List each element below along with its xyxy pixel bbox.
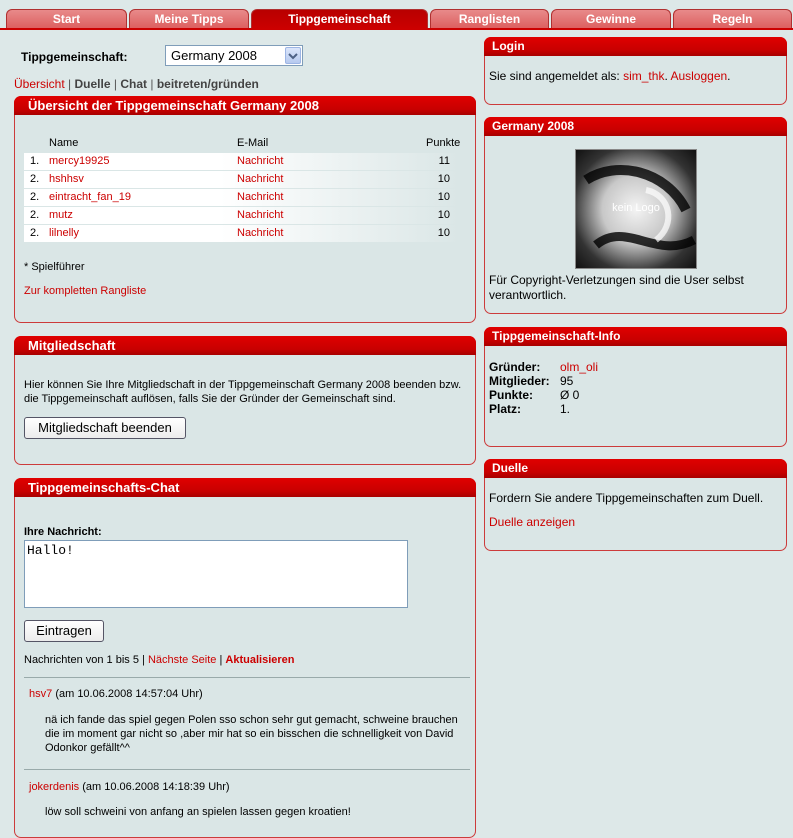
chat-user-link[interactable]: hsv7 (29, 688, 53, 700)
chat-line: Odonkor gefällt^^ (45, 742, 130, 754)
chat-timestamp: (am 10.06.2008 14:57:04 Uhr) (55, 688, 203, 700)
table-row (24, 171, 460, 188)
tab-start[interactable]: Start (6, 9, 127, 29)
tab-ranglisten[interactable]: Ranglisten (430, 9, 549, 29)
rank-number: 2. (30, 209, 40, 221)
logo-text: kein Logo (612, 202, 660, 214)
chat-paging-sep: | (142, 654, 145, 666)
chat-user-link[interactable]: jokerdenis (29, 781, 80, 793)
chat-message-body (45, 806, 351, 818)
chat-paging (24, 654, 295, 666)
membership-panel (14, 336, 476, 465)
founder-label: Gründer: (489, 360, 541, 374)
group-panel (484, 117, 787, 314)
nav-underline (0, 28, 793, 30)
rank-number: 2. (30, 191, 40, 203)
member-name-link[interactable]: eintracht_fan_19 (49, 191, 131, 203)
member-name-link[interactable]: lilnelly (49, 227, 79, 239)
chat-message-label: Ihre Nachricht: (24, 526, 102, 538)
message-link[interactable]: Nachricht (237, 227, 284, 239)
login-title: Login (484, 37, 787, 56)
chat-paging-sep: | (219, 654, 223, 666)
table-row (24, 189, 460, 206)
info-title: Tippgemeinschaft-Info (484, 327, 787, 346)
login-panel (484, 37, 787, 105)
message-link[interactable]: Nachricht (237, 155, 284, 167)
member-name-link[interactable]: hshhsv (49, 173, 84, 185)
message-link[interactable]: Nachricht (237, 191, 284, 203)
rank-number: 2. (30, 173, 40, 185)
duels-panel (484, 459, 787, 551)
chat-message-value: Hallo! (27, 543, 74, 558)
membership-text-1: Hier können Sie Ihre Mitgliedschaft in der Tippgemeinschaft Germany 2008 beenden bzw. (24, 379, 462, 391)
logout-link[interactable]: Ausloggen (670, 69, 728, 83)
chat-message-body (45, 713, 458, 755)
points-value: 10 (437, 173, 450, 185)
copyright-line: Für Copyright-Verletzungen sind die User selbst (489, 273, 744, 287)
overview-title: Übersicht der Tippgemeinschaft Germany 2008 (14, 96, 476, 115)
chat-line: löw soll schweini von anfang an spielen lassen gegen kroatien! (45, 806, 351, 818)
tab-meine-tipps[interactable]: Meine Tipps (129, 9, 249, 29)
duels-text: Fordern Sie andere Tippgemeinschaften zum Duell. (489, 491, 764, 505)
chat-panel (14, 478, 476, 838)
chat-timestamp: (am 10.06.2008 14:18:39 Uhr) (82, 781, 230, 793)
col-header-name: Name (49, 137, 79, 149)
info-table (489, 360, 598, 416)
group-select[interactable] (165, 45, 303, 66)
group-select-label: Tippgemeinschaft: (21, 50, 128, 64)
subnav-separator: | (150, 77, 154, 91)
subnav-separator: | (113, 77, 117, 91)
member-name-link[interactable]: mercy19925 (49, 155, 110, 167)
subnav-beitreten[interactable]: beitreten/gründen (156, 77, 259, 91)
chat-line: nä ich fande das spiel gegen Polen sso schon sehr gut gemacht, schweine brauchen (45, 714, 458, 726)
copyright-line: verantwortlich. (489, 288, 567, 302)
col-header-points: Punkte (426, 137, 461, 149)
chat-line: die im moment gar nicht so ,aber mir hat so ein bisschen die schnelligkeit von David (45, 728, 454, 740)
tab-regeln[interactable]: Regeln (673, 9, 792, 29)
chat-next-page-link[interactable]: Nächste Seite (147, 654, 217, 666)
full-ranking-link[interactable]: Zur kompletten Rangliste (24, 285, 147, 297)
group-logo-placeholder (575, 149, 697, 269)
table-row (24, 225, 460, 242)
chat-submit-button[interactable]: Eintragen (24, 620, 104, 642)
captain-note: * Spielführer (24, 261, 85, 273)
chat-title: Tippgemeinschafts-Chat (14, 478, 476, 497)
login-status (489, 69, 731, 83)
members-value: 95 (560, 374, 574, 388)
divider (24, 769, 470, 770)
chevron-down-icon[interactable] (285, 47, 301, 64)
subnav-uebersicht[interactable]: Übersicht (14, 77, 65, 91)
tab-gewinne[interactable]: Gewinne (551, 9, 671, 29)
rank-number: 1. (30, 155, 40, 167)
rank-value: 1. (560, 402, 571, 416)
login-text: Sie sind angemeldet als: (489, 69, 620, 83)
duels-title: Duelle (484, 459, 787, 478)
membership-text-2: die Tippgemeinschaft auflösen, falls Sie der Gründer der Gemeinschaft sind. (24, 393, 396, 405)
login-dot: . (664, 69, 668, 83)
chat-refresh-link[interactable]: Aktualisieren (225, 654, 295, 666)
group-select-value: Germany 2008 (171, 48, 257, 63)
sub-navigation (14, 77, 259, 91)
points-label: Punkte: (489, 388, 534, 402)
group-title: Germany 2008 (484, 117, 787, 136)
points-value: Ø 0 (560, 388, 580, 402)
table-row (24, 207, 460, 224)
tab-tippgemeinschaft[interactable]: Tippgemeinschaft (251, 9, 428, 29)
table-row (24, 153, 460, 170)
subnav-duelle[interactable]: Duelle (74, 77, 111, 91)
points-value: 10 (437, 227, 450, 239)
copyright-note (489, 273, 744, 303)
membership-title: Mitgliedschaft (14, 336, 476, 355)
chat-paging-text: Nachrichten von 1 bis 5 (24, 654, 139, 666)
chat-message-input[interactable] (24, 540, 408, 608)
login-dot: . (727, 69, 731, 83)
end-membership-button[interactable]: Mitgliedschaft beenden (24, 417, 186, 439)
username-link[interactable]: sim_thk (623, 69, 665, 83)
points-value: 10 (437, 191, 450, 203)
founder-link[interactable]: olm_oli (560, 360, 599, 374)
duels-link[interactable]: Duelle anzeigen (489, 515, 576, 529)
rank-number: 2. (30, 227, 40, 239)
chat-message-header (29, 688, 203, 700)
divider (24, 677, 470, 678)
message-link[interactable]: Nachricht (237, 173, 284, 185)
points-value: 10 (437, 209, 450, 221)
chat-message-header (29, 781, 230, 793)
points-value: 11 (438, 155, 450, 167)
overview-panel (14, 96, 476, 323)
message-link[interactable]: Nachricht (237, 209, 284, 221)
info-panel (484, 327, 787, 447)
subnav-chat[interactable]: Chat (120, 77, 147, 91)
subnav-separator: | (68, 77, 72, 91)
member-name-link[interactable]: mutz (49, 209, 73, 221)
rank-label: Platz: (489, 402, 522, 416)
members-label: Mitglieder: (489, 374, 550, 388)
main-nav (0, 0, 793, 29)
col-header-email: E-Mail (237, 137, 269, 149)
